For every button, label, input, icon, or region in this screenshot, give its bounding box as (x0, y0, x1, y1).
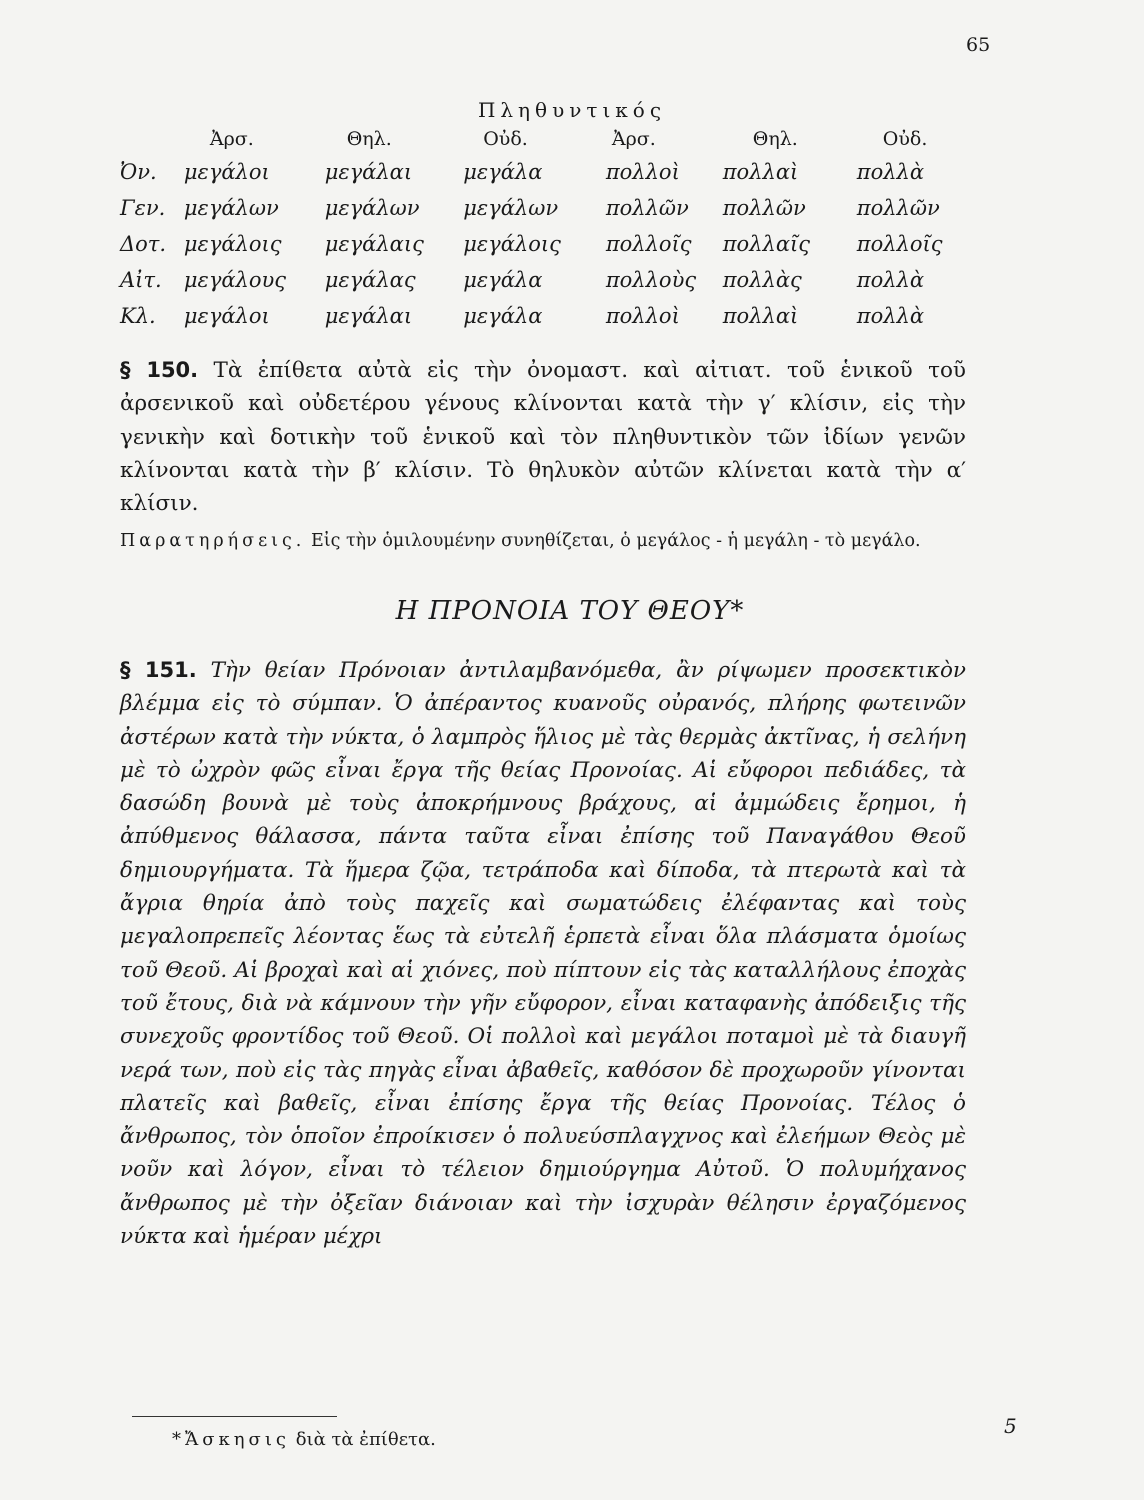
table-cell: μεγάλαι (324, 160, 413, 184)
signature-mark: 5 (1004, 1414, 1017, 1438)
table-row (120, 190, 980, 226)
table-row (120, 298, 980, 334)
table-cell: μεγάλαις (324, 232, 424, 256)
section-number: § 151. (120, 658, 197, 682)
table-header-cell: Ἀρσ. (209, 128, 254, 150)
table-cell: πολλὰ (856, 304, 925, 328)
remarks-note (120, 528, 966, 555)
table-header-cell: Θηλ. (752, 128, 798, 150)
table-cell: μεγάλων (463, 196, 559, 220)
table-cell: πολλαὶ (722, 160, 799, 184)
table-cell: πολλῶν (605, 196, 689, 220)
case-label: Γεν. (120, 196, 166, 220)
chapter-title: Η ΠΡΟΝΟΙΑ ΤΟΥ ΘΕΟΥ* (395, 596, 745, 626)
section-number: § 150. (120, 358, 199, 382)
table-cell: πολλοῖς (605, 232, 692, 256)
table-header-row (120, 124, 980, 154)
table-header-cell: Θηλ. (346, 128, 392, 150)
case-label: Δοτ. (120, 232, 167, 256)
table-cell: μεγάλαι (324, 304, 413, 328)
table-cell: πολλὰ (856, 268, 925, 292)
case-label: Ὀν. (120, 160, 157, 184)
table-header-cell: Οὐδ. (483, 128, 528, 150)
table-header-cell: Οὐδ. (882, 128, 928, 150)
plural-heading: Πληθυντικός (477, 98, 667, 122)
footnote-label: *Ἄσκησις (172, 1429, 290, 1450)
section-150-paragraph (120, 354, 966, 520)
table-cell: μεγάλας (324, 268, 416, 292)
table-cell: πολλῶν (722, 196, 806, 220)
case-label: Κλ. (120, 304, 156, 328)
page-number: 65 (966, 34, 991, 56)
case-label: Αἰτ. (120, 268, 162, 292)
section-text: Τὴν θείαν Πρόνοιαν ἀντιλαμβανόμεθα, ἂν ρίψωμεν προσεκτικὸν βλέμμα εἰς τὸ σύμπαν. Ὁ ἀπέραντος κυανοῦς οὐρανός, πλήρης φωτεινῶν ἀστέρων κατὰ τὴν νύκτα, ὁ λαμπρὸς ἥλιος μὲ τὰς θερμὰς ἀκτῖνας, ἡ σελήνη μὲ τὸ ὠχρὸν φῶς εἶναι ἔργα τῆς θείας Προνοίας. Αἱ εὔφοροι πεδιάδες, τὰ δασώδη βουνὰ μὲ τοὺς ἀποκρήμνους βράχους, αἱ ἀμμώδεις ἔρημοι, ἡ ἀπύθμενος θάλασσα, πάντα ταῦτα εἶναι ἐπίσης τοῦ Παναγάθου Θεοῦ δημιουργήματα. Τὰ ἥμερα ζῷα, τετράποδα καὶ δίποδα, τὰ πτερωτὰ καὶ τὰ ἄγρια θηρία ἀπὸ τοὺς παχεῖς καὶ σωματώδεις ἐλέφαντας καὶ τοὺς μεγαλοπρεπεῖς λέοντας ἕως τὰ εὐτελῆ ἑρπετὰ εἶναι ὅλα πλάσματα ὁμοίως τοῦ Θεοῦ. Αἱ βροχαὶ καὶ αἱ χιόνες, ποὺ πίπτουν εἰς τὰς καταλλήλους ἐποχὰς τοῦ ἔτους, διὰ νὰ κάμνουν τὴν γῆν εὔφορον, εἶναι καταφανὴς ἀπόδειξις τῆς συνεχοῦς φροντίδος τοῦ Θεοῦ. Οἱ πολλοὶ καὶ μεγάλοι ποταμοὶ μὲ τὰ διαυγῆ νερά των, ποὺ εἰς τὰς πηγὰς εἶναι ἀβαθεῖς, καθόσον δὲ προχωροῦν γίνονται πλατεῖς καὶ βαθεῖς, εἶναι ἐπίσης ἔργα τῆς θείας Προνοίας. Τέλος ὁ ἄνθρωπος, τὸν ὁποῖον ἐπροίκισεν ὁ πολυεύσπλαγχνος καὶ ἐλεήμων Θεὸς μὲ νοῦν καὶ λόγον, εἶναι τὸ τέλειον δημιούργημα Αὐτοῦ. Ὁ πολυμήχανος ἄνθρωπος μὲ τὴν ὀξεῖαν διάνοιαν καὶ τὴν ἰσχυρὰν θέλησιν ἐργαζόμενος νύκτα καὶ ἡμέραν μέχρι (120, 658, 967, 1250)
remarks-text: Εἰς τὴν ὁμιλουμένην συνηθίζεται, ὁ μεγάλος - ἡ μεγάλη - τὸ μεγάλο. (310, 531, 921, 551)
declension-table (120, 124, 980, 334)
table-cell: πολλοὶ (605, 304, 680, 328)
table-cell: μεγάλα (463, 304, 543, 328)
table-cell: πολλὰς (722, 268, 802, 292)
table-header-cell: Ἀρσ. (611, 128, 656, 150)
table-row (120, 154, 980, 190)
footnote (172, 1429, 436, 1450)
footnote-divider (132, 1416, 337, 1417)
remarks-label: Παρατηρήσεις. (120, 531, 306, 551)
table-cell: μεγάλων (324, 196, 420, 220)
table-cell: μεγάλοις (183, 232, 282, 256)
table-cell: πολλοὶ (605, 160, 680, 184)
table-cell: μεγάλα (463, 268, 543, 292)
table-cell: πολλὰ (856, 160, 925, 184)
footnote-text: διὰ τὰ ἐπίθετα. (295, 1429, 436, 1450)
table-cell: μεγάλων (183, 196, 279, 220)
table-row (120, 262, 980, 298)
section-text: Τὰ ἐπίθετα αὐτὰ εἰς τὴν ὀνομαστ. καὶ αἰτιατ. τοῦ ἑνικοῦ τοῦ ἀρσενικοῦ καὶ οὐδετέρου γένους κλίνονται κατὰ τὴν γ′ κλίσιν, εἰς τὴν γενικὴν καὶ δοτικὴν τοῦ ἑνικοῦ καὶ τὸν πληθυντικὸν τῶν ἰδίων γενῶν κλίνονται κατὰ τὴν β′ κλίσιν. Τὸ θηλυκὸν αὐτῶν κλίνεται κατὰ τὴν α′ κλίσιν. (120, 358, 967, 517)
table-cell: μεγάλα (463, 160, 543, 184)
table-cell: μεγάλοι (183, 304, 270, 328)
table-cell: πολλοὺς (605, 268, 697, 292)
table-row (120, 226, 980, 262)
table-cell: πολλαὶ (722, 304, 799, 328)
table-cell: πολλῶν (856, 196, 940, 220)
table-cell: πολλαῖς (722, 232, 810, 256)
table-cell: μεγάλοι (183, 160, 270, 184)
table-cell: μεγάλους (183, 268, 287, 292)
table-cell: πολλοῖς (856, 232, 943, 256)
table-header-cell (120, 124, 184, 154)
section-151-paragraph (120, 654, 966, 1253)
table-cell: μεγάλοις (463, 232, 561, 256)
